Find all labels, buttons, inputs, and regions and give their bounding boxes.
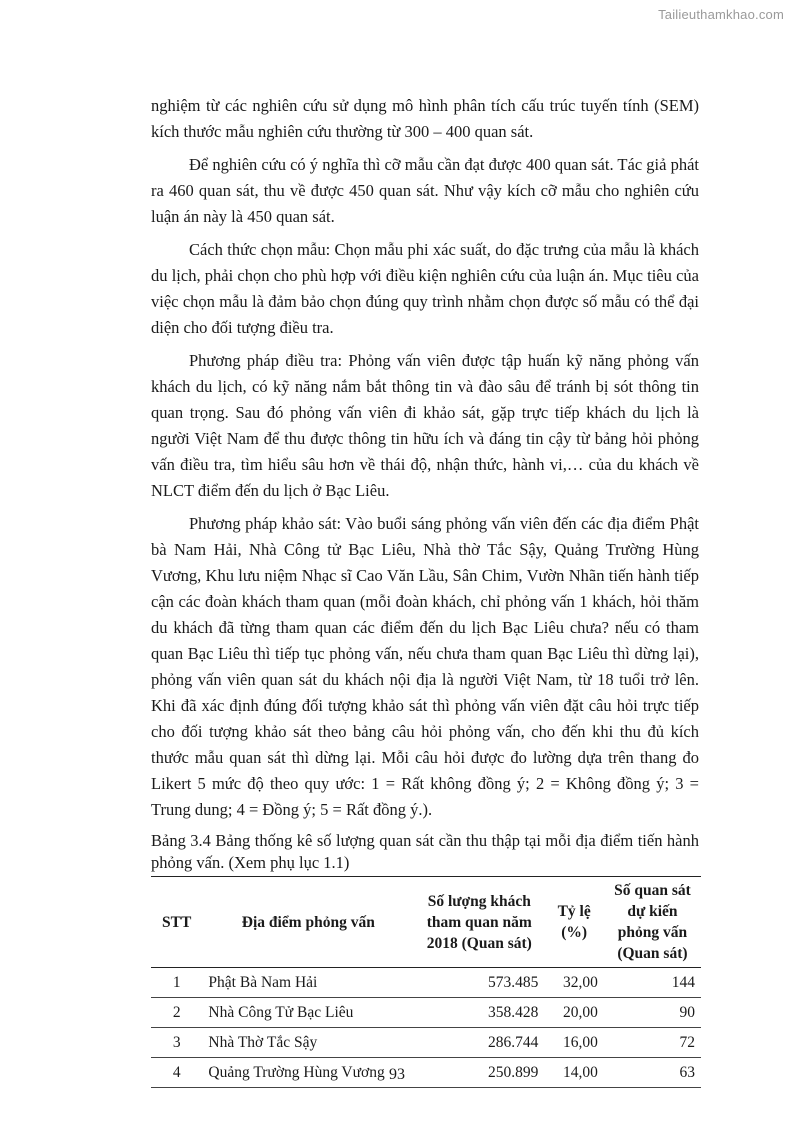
table-row bbox=[151, 1028, 701, 1058]
cell-stt: 1 bbox=[151, 968, 202, 998]
cell-ratio: 20,00 bbox=[544, 998, 603, 1028]
table-row bbox=[151, 968, 701, 998]
cell-planned: 144 bbox=[604, 968, 701, 998]
cell-location: Nhà Thờ Tắc Sậy bbox=[202, 1028, 414, 1058]
watermark: Tailieuthamkhao.com bbox=[658, 7, 784, 22]
header-location: Địa điểm phỏng vấn bbox=[202, 877, 414, 968]
cell-visitors: 573.485 bbox=[414, 968, 544, 998]
cell-stt: 3 bbox=[151, 1028, 202, 1058]
paragraph-sample-size: Để nghiên cứu có ý nghĩa thì cỡ mẫu cần đạt được 400 quan sát. Tác giả phát ra 460 quan sát, thu về được 450 quan sát. Như vậy kích cỡ mẫu cho nghiên cứu luận án này là 450 quan sát. bbox=[151, 155, 699, 226]
document-body bbox=[151, 93, 699, 1088]
observation-table bbox=[151, 876, 701, 1088]
cell-location: Phật Bà Nam Hải bbox=[202, 968, 414, 998]
cell-visitors: 250.899 bbox=[414, 1058, 544, 1088]
paragraph-sampling-method: Cách thức chọn mẫu: Chọn mẫu phi xác suất, do đặc trưng của mẫu là khách du lịch, phải chọn cho phù hợp với điều kiện nghiên cứu của luận án. Mục tiêu của việc chọn mẫu là đảm bảo chọn đúng quy trình nhằm chọn được số mẫu có thể đại diện cho đối tượng điều tra. bbox=[151, 240, 699, 337]
header-ratio: Tỷ lệ (%) bbox=[544, 877, 603, 968]
cell-location: Quảng Trường Hùng Vương bbox=[202, 1058, 414, 1088]
header-planned: Số quan sát dự kiến phỏng vấn (Quan sát) bbox=[604, 877, 701, 968]
cell-location: Nhà Công Tử Bạc Liêu bbox=[202, 998, 414, 1028]
cell-stt: 2 bbox=[151, 998, 202, 1028]
cell-ratio: 14,00 bbox=[544, 1058, 603, 1088]
cell-planned: 72 bbox=[604, 1028, 701, 1058]
header-stt: STT bbox=[151, 877, 202, 968]
table-row bbox=[151, 998, 701, 1028]
paragraph-survey-method: Phương pháp điều tra: Phỏng vấn viên được tập huấn kỹ năng phỏng vấn khách du lịch, có kỹ năng nắm bắt thông tin và đào sâu để tránh bị sót thông tin quan trọng. Sau đó phỏng vấn viên đi khảo sát, gặp trực tiếp khách du lịch là người Việt Nam để thu được thông tin hữu ích và đáng tin cậy từ bảng hỏi phỏng vấn điều tra, tìm hiểu sâu hơn về thái độ, nhận thức, hành vi,… của du khách về NLCT điểm đến du lịch ở Bạc Liêu. bbox=[151, 351, 699, 500]
cell-planned: 63 bbox=[604, 1058, 701, 1088]
cell-ratio: 16,00 bbox=[544, 1028, 603, 1058]
cell-visitors: 358.428 bbox=[414, 998, 544, 1028]
table-caption: Bảng 3.4 Bảng thống kê số lượng quan sát cần thu thập tại mỗi địa điểm tiến hành phỏng vấn. (Xem phụ lục 1.1) bbox=[151, 831, 699, 872]
header-visitors: Số lượng khách tham quan năm 2018 (Quan sát) bbox=[414, 877, 544, 968]
cell-visitors: 286.744 bbox=[414, 1028, 544, 1058]
page-number: 93 bbox=[389, 1066, 405, 1083]
paragraph-continuation: nghiệm từ các nghiên cứu sử dụng mô hình phân tích cấu trúc tuyến tính (SEM) kích thước mẫu nghiên cứu thường từ 300 – 400 quan sát. bbox=[151, 96, 699, 141]
table-header-row bbox=[151, 877, 701, 968]
cell-ratio: 32,00 bbox=[544, 968, 603, 998]
paragraph-survey-procedure: Phương pháp khảo sát: Vào buổi sáng phỏng vấn viên đến các địa điểm Phật bà Nam Hải, Nhà Công tử Bạc Liêu, Nhà thờ Tắc Sậy, Quảng Trường Hùng Vương, Khu lưu niệm Nhạc sĩ Cao Văn Lầu, Sân Chim, Vườn Nhãn tiến hành tiếp cận các đoàn khách tham quan (mỗi đoàn khách, chỉ phỏng vấn 1 khách, hỏi thăm du khách đã từng tham quan các điểm đến du lịch Bạc Liêu chưa? nếu có tham quan Bạc Liêu thì tiếp tục phỏng vấn, nếu chưa tham quan Bạc Liêu thì dừng lại), phỏng vấn viên quan sát du khách nội địa là người Việt Nam, từ 18 tuổi trở lên. Khi đã xác định đúng đối tượng khảo sát thì phỏng vấn viên đặt câu hỏi trực tiếp cho đối tượng khảo sát theo bảng câu hỏi phỏng vấn, cho đến khi thu đủ kích thước mẫu quan sát thì dừng lại. Mỗi câu hỏi được đo lường dựa trên thang đo Likert 5 mức độ theo quy ước: 1 = Rất không đồng ý; 2 = Không đồng ý; 3 = Trung dung; 4 = Đồng ý; 5 = Rất đồng ý.). bbox=[151, 514, 699, 819]
cell-planned: 90 bbox=[604, 998, 701, 1028]
cell-stt: 4 bbox=[151, 1058, 202, 1088]
